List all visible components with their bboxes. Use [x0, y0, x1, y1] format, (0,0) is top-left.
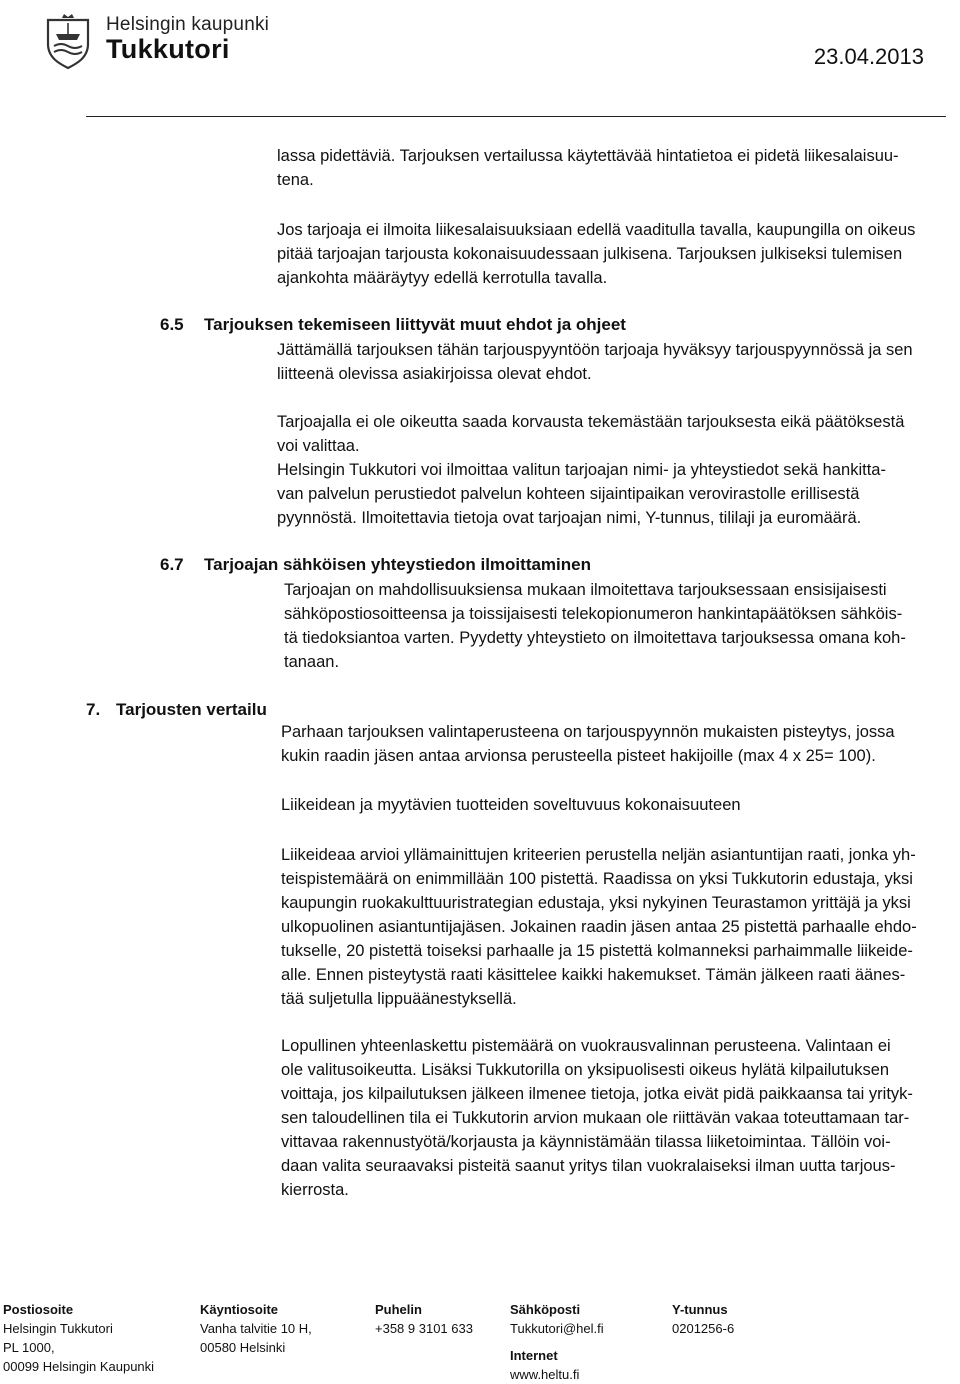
header-divider [86, 116, 946, 117]
text-line: voittaja, jos kilpailutuksen jälkeen ilmenee tietoja, jotka eivät pidä paikkaansa tai yrityk- [281, 1085, 913, 1103]
org-name-small: Helsingin kaupunki [106, 14, 270, 35]
section-6-5-paragraph-2 [277, 410, 904, 530]
section-7-paragraph-3 [281, 843, 917, 1011]
footer-value: +358 9 3101 633 [375, 1321, 473, 1336]
text-line: Tarjoajan on mahdollisuuksiensa mukaan ilmoitettava tarjouksessaan ensisijaisesti [284, 581, 887, 599]
text-line: ole valitusoikeutta. Lisäksi Tukkutorilla on yksipuolisesti oikeus hylätä kilpailutuksen [281, 1061, 890, 1079]
footer-email [510, 1300, 604, 1338]
section-number: 6.5 [160, 315, 184, 334]
text-line: Parhaan tarjouksen valintaperusteena on tarjouspyynnön mukaisten pisteytys, jossa [281, 723, 895, 741]
footer-internet [510, 1346, 579, 1384]
section-6-7-paragraph [284, 578, 906, 674]
section-6-5-heading [160, 313, 626, 337]
text-line: Liikeideaa arvioi yllämainittujen kriteerien perustella neljän asiantuntijan raati, jonka yh- [281, 846, 916, 864]
text-line: kaupungin ruokakulttuuristrategian edustaja, yksi nykyinen Teurastamon yrittäjä ja yksi [281, 894, 911, 912]
text-line: tanaan. [284, 653, 340, 671]
footer-label: Y-tunnus [672, 1302, 728, 1317]
text-line: Lopullinen yhteenlaskettu pistemäärä on vuokrausvalinnan perusteena. Valintaan ei [281, 1037, 891, 1055]
footer-label: Käyntiosoite [200, 1302, 279, 1317]
text-line: liitteenä olevissa asiakirjoissa olevat ehdot. [277, 365, 592, 383]
org-name-large: Tukkutori [106, 34, 230, 64]
footer-value: 00580 Helsinki [200, 1340, 286, 1355]
paragraph-2 [277, 218, 915, 290]
text-line: kukin raadin jäsen antaa arvionsa perusteella pisteet hakijoille (max 4 x 25= 100). [281, 747, 876, 765]
text-line: tä tiedoksiantoa varten. Pyydetty yhteystieto on ilmoitettava tarjouksessa omana koh- [284, 629, 906, 647]
section-7-paragraph-4 [281, 1034, 913, 1202]
section-title: Tarjoajan sähköisen yhteystiedon ilmoittaminen [204, 555, 591, 574]
text-line: Jättämällä tarjouksen tähän tarjouspyyntöön tarjoaja hyväksyy tarjouspyynnössä ja sen [277, 341, 913, 359]
section-title: Tarjousten vertailu [116, 700, 267, 719]
text-line: Tarjoajalla ei ole oikeutta saada korvausta tekemästään tarjouksesta eikä päätöksestä [277, 413, 905, 431]
footer-postal-address [3, 1300, 154, 1376]
section-7-heading [86, 698, 267, 722]
footer-label: Postiosoite [3, 1302, 74, 1317]
section-number: 6.7 [160, 555, 184, 574]
text-line: pitää tarjoajan tarjousta kokonaisuudessaan julkisena. Tarjouksen julkiseksi tulemisen [277, 245, 903, 263]
text-line: voi valittaa. [277, 437, 360, 455]
footer-value: Helsingin Tukkutori [3, 1321, 113, 1336]
text-line: sähköpostiosoitteensa ja toissijaisesti telekopionumeron hankintapäätöksen sähköis- [284, 605, 903, 623]
text-line: ajankohta määräytyy edellä kerrotulla tavalla. [277, 269, 608, 287]
text-line: Helsingin Tukkutori voi ilmoittaa valitun tarjoajan nimi- ja yhteystiedot sekä hankitta- [277, 461, 886, 479]
section-7-paragraph-1 [281, 720, 895, 768]
text-line: van palvelun perustiedot palvelun kohteen sijaintipaikan verovirastolle erillisestä [277, 485, 860, 503]
text-line: daan valita seuraavaksi pisteitä saanut yritys tilan vuokralaiseksi ilman uutta tarjous- [281, 1157, 896, 1175]
footer-email-link[interactable]: Tukkutori@hel.fi [510, 1321, 604, 1336]
text-line: tää suljetulla lippuäänestyksellä. [281, 990, 517, 1008]
text-line: Liikeidean ja myytävien tuotteiden soveltuvuus kokonaisuuteen [281, 796, 741, 814]
section-title: Tarjouksen tekemiseen liittyvät muut ehdot ja ohjeet [204, 315, 626, 334]
text-line: pyynnöstä. Ilmoitettavia tietoja ovat tarjoajan nimi, Y-tunnus, tililaji ja euromäärä. [277, 509, 862, 527]
text-line: kierrosta. [281, 1181, 349, 1199]
footer-website-link[interactable]: www.heltu.fi [510, 1367, 580, 1382]
helsinki-crest-icon [44, 14, 92, 70]
section-6-5-paragraph-1 [277, 338, 913, 386]
footer-value: 00099 Helsingin Kaupunki [3, 1359, 155, 1374]
footer-value: 0201256-6 [672, 1321, 735, 1336]
footer-business-id [672, 1300, 734, 1338]
paragraph-1 [277, 144, 899, 192]
text-line: Jos tarjoaja ei ilmoita liikesalaisuuksiaan edellä vaaditulla tavalla, kaupungilla on oikeus [277, 221, 916, 239]
text-line: sen taloudellinen tila ei Tukkutorin arvion mukaan ole riittävän vakaa toteuttamaan tar- [281, 1109, 910, 1127]
text-line: vittavaa rakennustyötä/korjausta ja käynnistämään tilassa liiketoimintaa. Tällöin voi- [281, 1133, 891, 1151]
section-6-7-heading [160, 553, 591, 577]
text-line: teispistemäärä on enimmillään 100 pistettä. Raadissa on yksi Tukkutorin edustaja, yksi [281, 870, 913, 888]
section-number: 7. [86, 700, 101, 719]
text-line: ulkopuolinen asiantuntijajäsen. Jokainen raadin jäsen antaa 25 pistettä parhaalle ehdo- [281, 918, 917, 936]
text-line: tena. [277, 171, 314, 189]
footer-value: PL 1000, [3, 1340, 55, 1355]
footer-value: Vanha talvitie 10 H, [200, 1321, 312, 1336]
footer-label: Puhelin [375, 1302, 422, 1317]
document-date: 23.04.2013 [813, 44, 924, 69]
text-line: alle. Ennen pisteytystä raati käsittelee kaikki hakemukset. Tämän jälkeen raati äänes- [281, 966, 906, 984]
footer-label: Sähköposti [510, 1302, 581, 1317]
footer-phone [375, 1300, 473, 1338]
text-line: lassa pidettäviä. Tarjouksen vertailussa käytettävää hintatietoa ei pidetä liikesalaisuu- [277, 147, 899, 165]
footer-label: Internet [510, 1348, 558, 1363]
section-7-paragraph-2 [281, 793, 741, 817]
text-line: tukselle, 20 pistettä toiseksi parhaalle ja 15 pistettä kolmanneksi parhaimmalle liikeide- [281, 942, 913, 960]
footer-visiting-address [200, 1300, 312, 1357]
